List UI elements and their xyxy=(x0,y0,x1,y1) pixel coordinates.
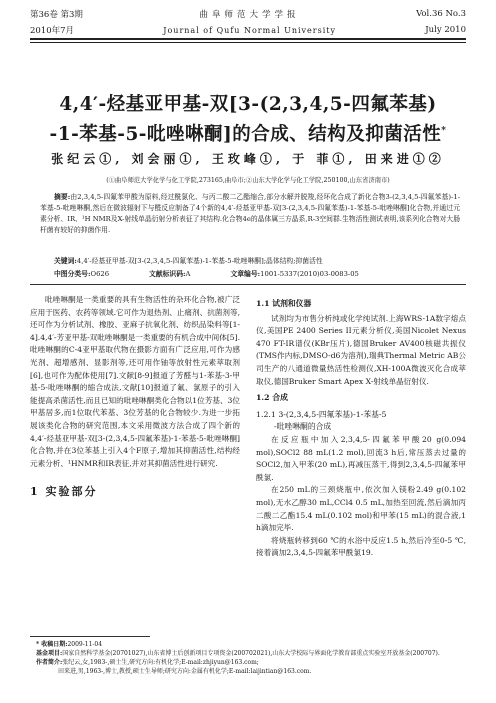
instruments-paragraph: 试剂均为市售分析纯或化学纯试剂.上海WRS-1A数字熔点仪,美国PE 2400 Series II元素分析仪,美国Nicolet Nexus 470 FT-IR谱仪(KBr压片),德国Bruker AV400核磁共振仪(TMS作内标,DMSO-d6为溶剂),瑞典Thermal Metric AB公司生产的八通道微量热活性检测仪,XH-100A微波灭化合成萃取仪,德国Bruker Smart Apex X-射线单晶衍射仪. xyxy=(256,313,466,386)
received-label: * 收稿日期: xyxy=(36,641,68,648)
clc-value: O626 xyxy=(90,270,110,278)
affiliations: (①曲阜师范大学化学与化工学院,273165,曲阜市;②山东大学化学与化工学院,250100,山东省济南市) xyxy=(106,177,390,184)
bio-label: 作者简介: xyxy=(36,659,63,666)
classification-row xyxy=(54,268,456,278)
funding xyxy=(36,649,462,658)
date-cn: 2010年7月 xyxy=(30,26,75,36)
volume-en: Vol.36 No.3 xyxy=(416,9,466,19)
received-date xyxy=(36,640,462,649)
funding-label: 基金项目: xyxy=(36,650,63,657)
abstract-divider xyxy=(30,284,466,285)
journal-header xyxy=(30,6,466,40)
bio-1-value: 张纪云,女,1983-,硕士生,研究方向:有机化学;E-mail:zhjiyun@163.com; xyxy=(62,659,259,666)
article-number-value: 1001-5337(2010)03-0083-05 xyxy=(260,270,359,278)
synthesis-paragraph-1: 在反应瓶中加入2,3,4,5-四氟苯甲酸20 g(0.094 mol),SOCl2 88 mL(1.2 mol),回流3 h后,常压蒸去过量的SOCl2,加入甲苯(20 mL),再减压蒸干,得到2,3,4,5-四氟苯甲酰氯. xyxy=(256,434,466,482)
left-column xyxy=(30,294,240,499)
article-number xyxy=(230,268,358,278)
keywords-label: 关键词: xyxy=(54,257,77,265)
abstract xyxy=(40,192,460,236)
keywords-text: 4,4′-烃基亚甲基-双[3-(2,3,4,5-四氟苯基)-1-苯基-5-吡唑啉酮];晶体结构;抑菌活性 xyxy=(76,257,323,265)
right-column xyxy=(256,294,466,560)
abstract-text: 由2,3,4,5-四氟苯甲酸为原料,经过酰氯化、与丙二酸二乙酯缩合,部分水解并脱羧,经环化合成了新化合物3-(2,3,4,5-四氟苯基)-1-苯基-5-吡唑啉酮,然后在微波辐射下与醛反应制备了4个新的4,4′-烃基亚甲基-双[3-(2,3,4,5-四氟苯基)-1-苯基-5-吡唑啉酮]化合物,并通过元素分析、IR、¹H NMR及X-射线单晶衍射分析表征了其结构.化合物4e的晶体属三方晶系,R-3空间群.生物活性测试表明,该系列化合物对大肠杆菌有较好的抑菌作用. xyxy=(40,193,460,234)
title-line-1: 4,4′-烃基亚甲基-双[3-(2,3,4,5-四氟苯基) xyxy=(59,94,437,115)
clc-label: 中图分类号: xyxy=(54,270,91,278)
title-footnote-mark: * xyxy=(441,126,447,136)
abstract-label: 摘要: xyxy=(54,193,71,201)
article-title xyxy=(30,92,466,148)
author-bio-2: 田来进,男,1963-,博士,教授,硕士生导师;研究方向:金属有机化学;E-mail:laijintian@163.com. xyxy=(58,668,312,675)
doc-code xyxy=(149,268,190,278)
clc-number xyxy=(54,268,109,278)
doc-code-label: 文献标识码: xyxy=(149,270,186,278)
volume-cn: 第36卷 第3期 xyxy=(30,10,83,20)
subsection-1-2-1-heading xyxy=(256,409,466,434)
footnotes xyxy=(36,640,462,676)
journal-name-cn: 曲阜师范大学学报 xyxy=(199,10,300,20)
author-list: 张纪云①, 刘会丽①, 王玫峰①, 于 菲①, 田来进①② xyxy=(51,152,445,166)
title-line-2-text: -1-苯基-5-吡唑啉酮]的合成、结构及抑菌活性 xyxy=(49,124,442,146)
funding-value: 国家自然科学基金(20701027),山东省博士后创新项目专项资金(200702021),山东大学校际与界面化学教育部重点实验室开放基金(200707). xyxy=(62,650,440,657)
section-heading-experimental: 1 实验部分 xyxy=(30,485,98,499)
keywords xyxy=(40,256,460,267)
subsection-1-1-heading: 1.1 试剂和仪器 xyxy=(256,299,312,308)
subsection-1-2-1-line-2: -吡唑啉酮的合成 xyxy=(274,422,332,432)
header-rule xyxy=(30,38,466,40)
date-en: July 2010 xyxy=(425,25,466,35)
subsection-1-2-heading: 1.2 合成 xyxy=(256,393,288,403)
title-line-2 xyxy=(30,118,466,148)
intro-paragraph-1: 吡唑啉酮是一类重要的具有生物活性的杂环化合物,被广泛应用于医药、农药等领域.它可作为退热剂、止痛剂、抗菌剂等,还可作为分析试剂、橡胶、亚麻子抗氧化剂、纺织品染料等[1-4].4,4′-芳亚甲基-双吡唑啉酮是一类重要的有机合成中间体[5].吡唑啉酮的C-4亚甲基取代物在摄影方面有广泛应用,可作为感光剂、超增感剂、显影剂等,还可用作铀等放射性元素萃取剂[6],也可作为配体使用[7].文献[8-9]报道了芳醛与1-苯基-3-甲基-5-吡唑啉酮的缩合成法,文献[10]报道了氟、氯原子的引入能提高杀菌活性,而且已知的吡唑啉酮类化合物以1位芳基、3位甲基居多,而1位取代苯基、3位芳基的化合物较少.为进一步拓展该类化合物的研究范围,本文采用微波方法合成了四个新的4,4′-烃基亚甲基-双[3-(2,3,4,5-四氟苯基)-1-苯基-5-吡唑啉酮]化合物,并在3位苯基上引入4个F原子,增加其抑菌活性,结构经元素分析、¹HNMR和IR表征,并对其抑菌活性进行研究. xyxy=(30,295,240,468)
article-number-label: 文章编号: xyxy=(230,270,261,278)
author-bio-1 xyxy=(36,658,462,667)
received-value: 2009-11-04 xyxy=(67,641,103,648)
footnote-rule xyxy=(30,636,150,637)
doc-code-value: A xyxy=(185,270,191,278)
synthesis-paragraph-2: 在250 mL的三颈烧瓶中,依次加入镁粉2.49 g(0.102 mol),无水乙醇30 mL,CCl4 0.5 mL,加热至回流,然后滴加丙二酸二乙酯15.4 mL(0.102 mol)和甲苯(15 mL)的混合液,1 h滴加完毕. xyxy=(256,485,466,533)
subsection-1-2-1-line-1: 1.2.1 3-(2,3,4,5-四氟苯基)-1-苯基-5 xyxy=(256,409,387,419)
journal-name-en: Journal of Qufu Normal University xyxy=(163,25,337,35)
header-rule-thin xyxy=(30,42,466,43)
synthesis-paragraph-3: 将烧瓶转移到60 ℃的水浴中反应1.5 h,然后冷至0-5 ℃,接着滴加2,3,4,5-四氟苯甲酰氯19. xyxy=(256,535,466,558)
